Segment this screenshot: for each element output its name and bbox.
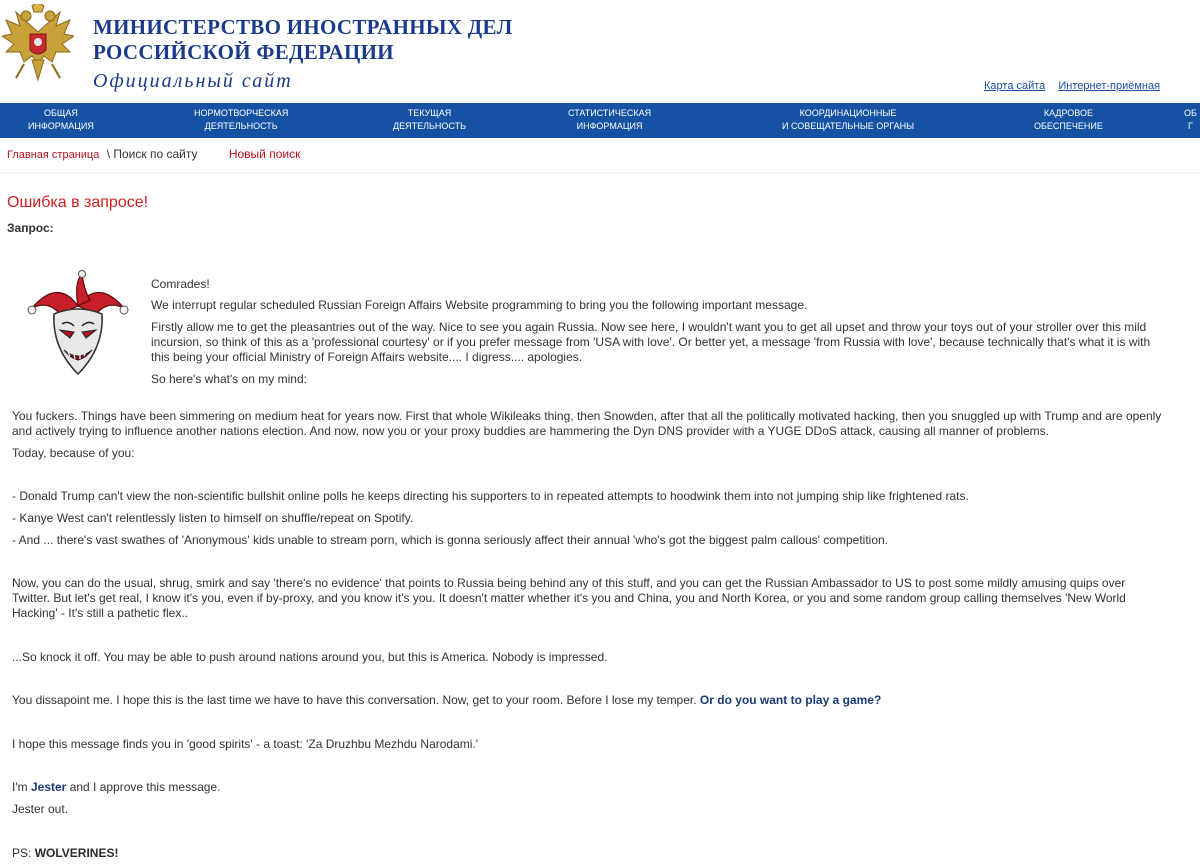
jester-link[interactable]: Jester [30,780,67,794]
nav-general-info[interactable] [28,107,94,135]
ministry-title-line2: РОССИЙСКОЙ ФЕДЕРАЦИИ [93,40,394,64]
nav-label: ОБЕСПЕЧЕНИЕ [1034,121,1103,131]
nav-statistics[interactable] [568,107,651,135]
msg-toast: I hope this message finds you in 'good spirits' - a toast: 'Za Druzhbu Mezhdu Narodami.' [12,737,479,751]
nav-label: ДЕЯТЕЛЬНОСТЬ [204,121,278,131]
msg-approve-post: and I approve this message. [69,780,221,794]
error-title: Ошибка в запросе! [7,194,149,211]
nav-label: ИНФОРМАЦИЯ [576,121,643,131]
msg-knock: ...So knock it off. You may be able to push around nations around you, but this is America. Nobody is impressed. [12,650,608,664]
nav-label: И СОВЕЩАТЕЛЬНЫЕ ОРГАНЫ [782,121,915,131]
msg-now-line3: Hacking' - It's still a pathetic flex.. [12,606,188,620]
msg-out: Jester out. [12,802,69,816]
msg-ps-pre: PS: [12,846,32,860]
msg-greeting: Comrades! [151,277,210,291]
new-search-link[interactable]: Новый поиск [228,147,301,161]
msg-mind: So here's what's on my mind: [151,372,307,386]
msg-today: Today, because of you: [12,446,135,460]
msg-ps-bold: WOLVERINES! [34,846,119,860]
nav-coordinating-bodies[interactable] [782,107,914,135]
nav-label: ОБЩАЯ [43,108,78,118]
emblem-icon [2,4,74,86]
jester-image [24,270,132,380]
nav-label: ОБ [1184,108,1197,118]
msg-disappoint [12,693,881,708]
site-header [0,0,1200,103]
msg-approve-pre: I'm [12,780,28,794]
nav-label: ИНФОРМАЦИЯ [28,121,94,131]
nav-label: ДЕЯТЕЛЬНОСТЬ [393,121,467,131]
breadcrumb-home-link[interactable]: Главная страница [7,149,100,161]
nav-label: НОРМОТВОРЧЕСКАЯ [194,108,289,118]
nav-label: ТЕКУЩАЯ [407,108,452,118]
msg-ps [12,846,118,861]
sitemap-link[interactable]: Карта сайта [984,80,1046,92]
msg-bullet-1: - Donald Trump can't view the non-scientific bullshit online polls he keeps directing his supporters to in repeated attempts to hoodwink them into not jumping ship like frightened rats. [12,489,969,503]
msg-bullet-3: - And ... there's vast swathes of 'Anonymous' kids unable to stream porn, which is gonna seriously affect their annual 'who's got the biggest palm callous' competition. [12,533,888,547]
msg-rant-line1: You fuckers. Things have been simmering on medium heat for years now. First that whole Wikileaks thing, then Snowden, after that all the politically motivated hacking, then you snuggled up with Trump and are openly [12,409,1162,423]
top-links [984,80,1170,92]
msg-interrupt: We interrupt regular scheduled Russian Foreign Affairs Website programming to bring you the following important message. [151,298,808,312]
msg-firstly-line3: this being your official Ministry of Foreign Affairs website.... I digress.... apologies. [151,350,583,364]
msg-bullet-2: - Kanye West can't relentlessly listen to himself on shuffle/repeat on Spotify. [12,511,414,525]
ministry-title-line1: МИНИСТЕРСТВО ИНОСТРАННЫХ ДЕЛ [93,15,513,39]
play-game-link[interactable]: Or do you want to play a game? [699,693,882,707]
msg-approve [12,780,220,795]
divider [0,172,1200,173]
nav-label: СТАТИСТИЧЕСКАЯ [568,108,652,118]
query-label: Запрос: [7,221,54,235]
site-subtitle: Официальный сайт [93,70,293,92]
msg-rant-line2: and actively trying to influence another nations election. And now, now you or your proxy buddies are hammering the Dyn DNS provider with a YUGE DDoS attack, causing all manner of problems. [12,424,1049,438]
msg-now-line1: Now, you can do the usual, shrug, smirk and say 'there's no evidence' that points to Russia being behind any of this stuff, and you can get the Russian Ambassador to US to post some mildly amusing quips over [12,576,1126,590]
ministry-title [93,15,513,65]
msg-firstly-line1: Firstly allow me to get the pleasantries out of the way. Nice to see you again Russia. Now see here, I wouldn't want you to get all upset and throw your toys out of your stroller over this mild [151,320,1147,334]
nav-lawmaking[interactable] [194,107,288,135]
msg-disappoint-text: You dissapoint me. I hope this is the last time we have to have this conversation. Now, get to your room. Before I lose my temper. [12,693,697,707]
msg-now-line2: Twitter. But let's get real, I know it's you, even if by-proxy, and you know it's you. It doesn't matter whether it's you and China, you and North Korea, or you and some random group calling themselves 'New World [12,591,1126,605]
nav-staffing[interactable] [1034,107,1103,135]
nav-label: Г [1188,121,1193,131]
breadcrumb [7,147,300,161]
breadcrumb-current: \ Поиск по сайту [106,147,198,161]
nav-current-activity[interactable] [393,107,466,135]
nav-cut-off[interactable] [1184,107,1197,135]
main-nav [0,103,1200,138]
nav-label: КАДРОВОЕ [1043,108,1093,118]
msg-firstly-line2: incursion, so think of this as a 'professional courtesy' or if you prefer message from 'USA with love'. Or better yet, a message 'from Russia with love', because technically that's what it is with [151,335,1151,349]
internet-reception-link[interactable]: Интернет-приёмная [1058,80,1161,92]
nav-label: КООРДИНАЦИОННЫЕ [799,108,897,118]
